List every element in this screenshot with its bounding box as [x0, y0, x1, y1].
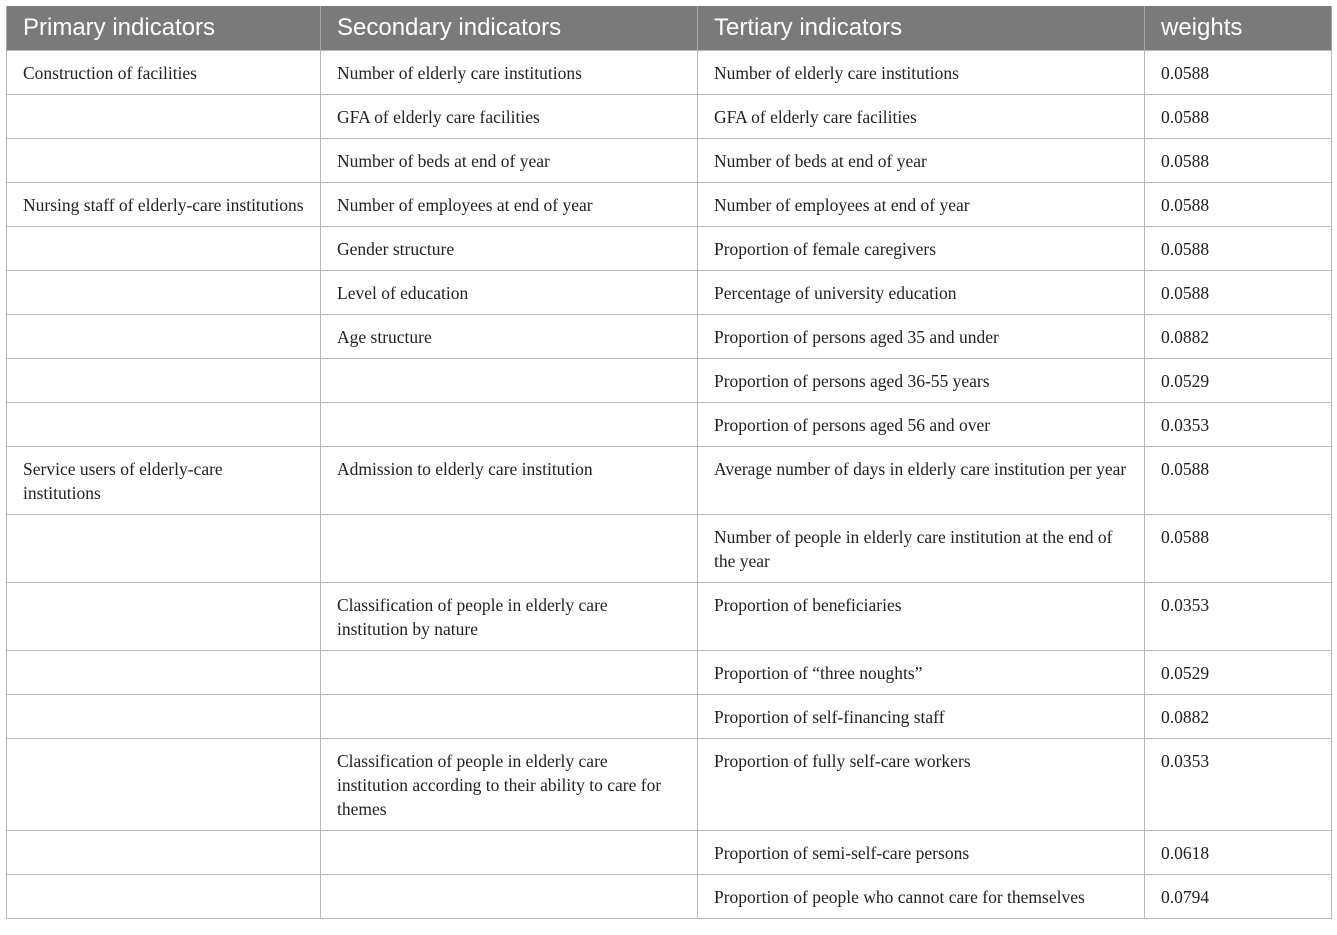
primary-indicator-cell — [7, 583, 321, 651]
tertiary-indicator-cell: Average number of days in elderly care institution per year — [698, 447, 1145, 515]
table-row — [7, 139, 1332, 183]
secondary-indicator-cell: Number of employees at end of year — [321, 183, 698, 227]
primary-indicator-cell: Nursing staff of elderly-care institutions — [7, 183, 321, 227]
primary-indicator-cell — [7, 831, 321, 875]
table-row — [7, 227, 1332, 271]
weight-cell: 0.0529 — [1145, 359, 1332, 403]
secondary-indicator-cell: Classification of people in elderly care institution by nature — [321, 583, 698, 651]
table-container — [6, 6, 1331, 919]
table-row — [7, 315, 1332, 359]
table-row — [7, 447, 1332, 515]
secondary-indicator-cell — [321, 359, 698, 403]
weight-cell: 0.0618 — [1145, 831, 1332, 875]
tertiary-indicator-cell: Proportion of self-financing staff — [698, 695, 1145, 739]
table-row — [7, 51, 1332, 95]
weight-cell: 0.0588 — [1145, 183, 1332, 227]
primary-indicator-cell — [7, 695, 321, 739]
secondary-indicator-cell: Age structure — [321, 315, 698, 359]
secondary-indicator-cell: Classification of people in elderly care institution according to their ability to care for themes — [321, 739, 698, 831]
weight-cell: 0.0588 — [1145, 447, 1332, 515]
weight-cell: 0.0588 — [1145, 95, 1332, 139]
table-row — [7, 271, 1332, 315]
tertiary-indicator-cell: Number of elderly care institutions — [698, 51, 1145, 95]
primary-indicator-cell — [7, 739, 321, 831]
weight-cell: 0.0588 — [1145, 227, 1332, 271]
primary-indicator-cell — [7, 95, 321, 139]
header-secondary-indicators: Secondary indicators — [321, 6, 698, 51]
tertiary-indicator-cell: GFA of elderly care facilities — [698, 95, 1145, 139]
secondary-indicator-cell — [321, 875, 698, 919]
tertiary-indicator-cell: Proportion of persons aged 56 and over — [698, 403, 1145, 447]
weight-cell: 0.0588 — [1145, 271, 1332, 315]
weight-cell: 0.0529 — [1145, 651, 1332, 695]
weight-cell: 0.0353 — [1145, 739, 1332, 831]
tertiary-indicator-cell: Number of beds at end of year — [698, 139, 1145, 183]
table-row — [7, 359, 1332, 403]
weight-cell: 0.0588 — [1145, 515, 1332, 583]
table-body — [7, 51, 1332, 919]
primary-indicator-cell — [7, 875, 321, 919]
secondary-indicator-cell: Admission to elderly care institution — [321, 447, 698, 515]
tertiary-indicator-cell: Proportion of semi-self-care persons — [698, 831, 1145, 875]
secondary-indicator-cell: Gender structure — [321, 227, 698, 271]
table-row — [7, 695, 1332, 739]
tertiary-indicator-cell: Proportion of beneficiaries — [698, 583, 1145, 651]
header-weights: weights — [1145, 6, 1332, 51]
table-row — [7, 583, 1332, 651]
header-tertiary-indicators: Tertiary indicators — [698, 6, 1145, 51]
tertiary-indicator-cell: Proportion of people who cannot care for themselves — [698, 875, 1145, 919]
weight-cell: 0.0353 — [1145, 583, 1332, 651]
tertiary-indicator-cell: Proportion of persons aged 36-55 years — [698, 359, 1145, 403]
tertiary-indicator-cell: Number of employees at end of year — [698, 183, 1145, 227]
secondary-indicator-cell: Level of education — [321, 271, 698, 315]
primary-indicator-cell — [7, 359, 321, 403]
secondary-indicator-cell — [321, 403, 698, 447]
tertiary-indicator-cell: Number of people in elderly care institution at the end of the year — [698, 515, 1145, 583]
weight-cell: 0.0794 — [1145, 875, 1332, 919]
indicator-weights-table — [6, 6, 1332, 919]
primary-indicator-cell — [7, 315, 321, 359]
table-row — [7, 183, 1332, 227]
primary-indicator-cell — [7, 227, 321, 271]
primary-indicator-cell: Service users of elderly-care institutions — [7, 447, 321, 515]
tertiary-indicator-cell: Proportion of “three noughts” — [698, 651, 1145, 695]
table-row — [7, 95, 1332, 139]
secondary-indicator-cell — [321, 651, 698, 695]
primary-indicator-cell — [7, 271, 321, 315]
primary-indicator-cell — [7, 515, 321, 583]
weight-cell: 0.0882 — [1145, 695, 1332, 739]
table-row — [7, 651, 1332, 695]
table-row — [7, 403, 1332, 447]
secondary-indicator-cell — [321, 831, 698, 875]
tertiary-indicator-cell: Percentage of university education — [698, 271, 1145, 315]
primary-indicator-cell: Construction of facilities — [7, 51, 321, 95]
primary-indicator-cell — [7, 139, 321, 183]
tertiary-indicator-cell: Proportion of fully self-care workers — [698, 739, 1145, 831]
secondary-indicator-cell — [321, 515, 698, 583]
secondary-indicator-cell: Number of beds at end of year — [321, 139, 698, 183]
tertiary-indicator-cell: Proportion of persons aged 35 and under — [698, 315, 1145, 359]
primary-indicator-cell — [7, 403, 321, 447]
secondary-indicator-cell — [321, 695, 698, 739]
weight-cell: 0.0588 — [1145, 51, 1332, 95]
tertiary-indicator-cell: Proportion of female caregivers — [698, 227, 1145, 271]
header-primary-indicators: Primary indicators — [7, 6, 321, 51]
table-row — [7, 831, 1332, 875]
secondary-indicator-cell: GFA of elderly care facilities — [321, 95, 698, 139]
table-row — [7, 739, 1332, 831]
secondary-indicator-cell: Number of elderly care institutions — [321, 51, 698, 95]
header-row — [7, 6, 1332, 51]
weight-cell: 0.0353 — [1145, 403, 1332, 447]
weight-cell: 0.0882 — [1145, 315, 1332, 359]
weight-cell: 0.0588 — [1145, 139, 1332, 183]
table-row — [7, 515, 1332, 583]
table-header — [7, 6, 1332, 51]
primary-indicator-cell — [7, 651, 321, 695]
table-row — [7, 875, 1332, 919]
